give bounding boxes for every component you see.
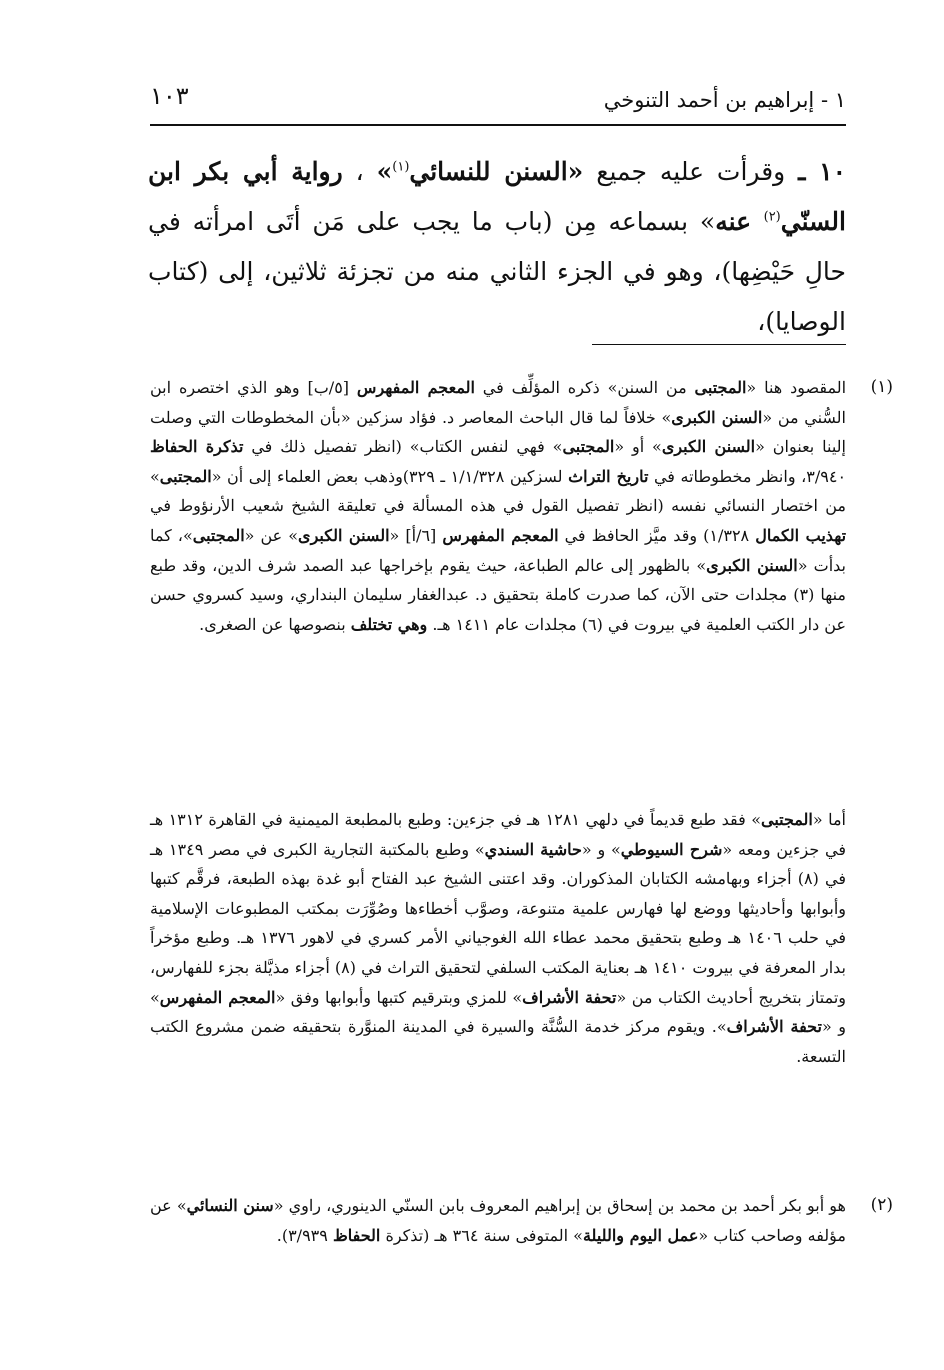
- text-run: » بالظهور إلى عالم الطباعة، حيث يقوم بإخراجها عبد الصمد شرف الدين، وقد طبع منها (٣) مجلدات حتى الآن، كما صدرت كاملة بتحقيق د. عبدالغفار سليمان البنداري، وسيد كسروي حسن عن دار الكتب العلمية في بيروت في (٦) مجلدات عام ١٤١١ هـ.: [150, 555, 846, 634]
- running-title: ١ - إبراهيم بن أحمد التنوخي: [603, 88, 846, 112]
- bold-phrase: السنن الكبرى: [706, 555, 798, 575]
- bold-phrase: المجتبى: [192, 525, 245, 545]
- bold-phrase: المجتبى: [562, 437, 615, 457]
- text-run: أما «: [812, 810, 846, 829]
- bold-phrase: وهي تختلف: [350, 614, 428, 634]
- page-number: ١٠٣: [150, 82, 189, 110]
- text-run: ». ويقوم مركز خدمة السُّنَّة والسيرة في المدينة المنوَّرة بتحقيقه ضمن مشروع الكتب التسعة.: [150, 1017, 846, 1066]
- bold-phrase: سنن النسائي: [186, 1196, 274, 1215]
- footnote-ref-1: (١): [392, 159, 410, 175]
- narration-title-suffix: عنه: [715, 207, 764, 236]
- main-text: [148, 147, 846, 347]
- bold-phrase: تهذيب الكمال: [755, 525, 847, 545]
- text-run: »، كما بدأت «: [150, 525, 846, 575]
- narration-title: رواية أبي بكر ابن السنّي: [148, 157, 846, 236]
- bold-phrase: تحفة الأشراف: [726, 1017, 822, 1037]
- text-run: ٣/٩٤٠، وانظر مخطوطاته في: [648, 466, 847, 486]
- text-run: » فقد طبع قديماً في دلهي ١٢٨١ هـ في جزءين: وطبع بالمطبعة الميمنية في القاهرة ١٣١٢ هـ في جزءين ومعه «: [150, 810, 847, 859]
- main-text-segment: وقرأت عليه جميع: [583, 157, 799, 186]
- text-run: » للمزي وبترقيم كتبها وأبوابها وفق «: [275, 987, 523, 1007]
- main-text-segment: ،: [342, 157, 377, 186]
- text-run: لسزكين ١/١/٣٢٨ ـ ٣٢٩)وذهب بعض العلماء إلى أن «: [211, 466, 569, 486]
- footnote-ref-2: (٢): [763, 209, 781, 225]
- bold-phrase: المعجم المفهرس: [442, 525, 559, 545]
- bold-phrase: حاشية السندي: [484, 839, 582, 859]
- text-run: » خلافاً لما قال الباحث المعاصر د. فؤاد سزكين «بأن المخطوطات التي وصلت إلينا بعنوان «: [150, 407, 846, 457]
- text-run: » وطبع بالمكتبة التجارية الكبرى في مصر ١٣٤٩ هـ في (٨) أجزاء وبهامشه الكتابان المذكوران. وقد اعتنى الشيخ عبد الفتاح أبو غدة بهذه الطبعة، فرقَّم كتبها وأبوابها وأحاديثها ووضع لها فهارس علمية متنوعة، وصوَّب أخطاءها وصُوِّرَت بمكتب المطبوعات الإسلامية في حلب ١٤٠٦ هـ وطبع بتحقيق محمد عطاء الله الغوجياني الأمر كسري في لاهور ١٣٧٦ هـ. وطبع مؤخراً بدار المعرفة في بيروت ١٤١٠ هـ بعناية المكتب السلفي لتحقيق التراث في (٨) أجزاء مذيَّلة بجزء للفهارس، وتمتاز بتخريج أحاديث الكتاب من «: [150, 839, 847, 1007]
- bold-phrase: المعجم المفهرس: [159, 987, 276, 1007]
- text-run: بنصوصها عن الصغرى.: [199, 614, 351, 634]
- text-run: ٣/٩٣٩).: [276, 1225, 333, 1245]
- bold-phrase: الحفاظ: [332, 1225, 381, 1245]
- bold-phrase: المجتبى: [760, 810, 813, 829]
- book-title-close: »: [376, 157, 393, 186]
- bold-phrase: عمل اليوم والليلة: [582, 1225, 699, 1245]
- footnote-1-marker: (١): [870, 377, 893, 397]
- text-run: » أو «: [614, 437, 662, 457]
- footnote-2-marker: (٢): [870, 1195, 893, 1215]
- header-rule: [150, 124, 846, 126]
- text-run: » و «: [150, 987, 847, 1037]
- main-text-segment: » بسماعه مِن (باب ما يجب على مَن أتَى امرأته في حالِ حَيْضِها)، وهو في الجزء الثاني منه من تجزئة ثلاثين، إلى (كتاب الوصايا)،: [148, 207, 846, 336]
- entry-number: ١٠ ـ: [798, 157, 846, 186]
- text-run: ١/٣٢٨) وقد ميَّز الحافظ في: [558, 525, 756, 545]
- footnote-separator: [592, 344, 846, 345]
- text-run: من السنن» ذكره المؤلِّف في: [474, 378, 695, 397]
- footnote-2: [150, 1191, 893, 1250]
- footnote-2-paragraph: [150, 1196, 846, 1245]
- bold-phrase: المجتبى: [159, 466, 212, 486]
- bold-phrase: شرح السيوطي: [620, 839, 723, 859]
- bold-phrase: السنن الكبرى: [661, 437, 756, 457]
- bold-phrase: السنن الكبرى: [298, 525, 390, 545]
- bold-phrase: تاريخ التراث: [568, 466, 649, 486]
- text-run: هو أبو بكر أحمد بن محمد بن إسحاق بن إبراهيم المعروف بابن السنّي الدينوري، راوي «: [273, 1196, 846, 1215]
- bold-phrase: تذكرة الحفاظ: [150, 437, 244, 457]
- text-run: » فهي لنفس الكتاب» (انظر تفصيل ذلك في: [243, 437, 563, 457]
- bold-phrase: المجتبى: [694, 378, 747, 397]
- text-run: [٥/ب] وهو الذي اختصره ابن السُّني من «: [150, 378, 847, 427]
- text-run: المقصود هنا «: [746, 378, 847, 397]
- bold-phrase: تحفة الأشراف: [522, 987, 617, 1007]
- footnote-1: [150, 373, 893, 639]
- footnote-1-paragraph-1: [150, 378, 846, 634]
- text-run: » و «: [581, 839, 621, 859]
- text-run: » عن مؤلفه وصاحب كتاب «: [150, 1196, 846, 1245]
- footnote-1-paragraph-2: [150, 810, 846, 1066]
- book-title: «السنن للنسائي: [409, 157, 584, 186]
- bold-phrase: المعجم المفهرس: [356, 378, 475, 397]
- text-run: » المتوفى سنة ٣٦٤ هـ (تذكرة: [380, 1225, 583, 1245]
- text-run: » من اختصار النسائي نفسه (انظر تفصيل القول في هذه المسألة في تعليقة الشيخ شعيب الأرنؤوط في: [150, 466, 846, 516]
- bold-phrase: السنن الكبرى: [671, 407, 763, 427]
- text-run: » عن «: [244, 525, 299, 545]
- footnote-1-continued: [150, 805, 846, 1071]
- text-run: [٦/أ] «: [389, 525, 443, 545]
- page-header: [150, 82, 846, 122]
